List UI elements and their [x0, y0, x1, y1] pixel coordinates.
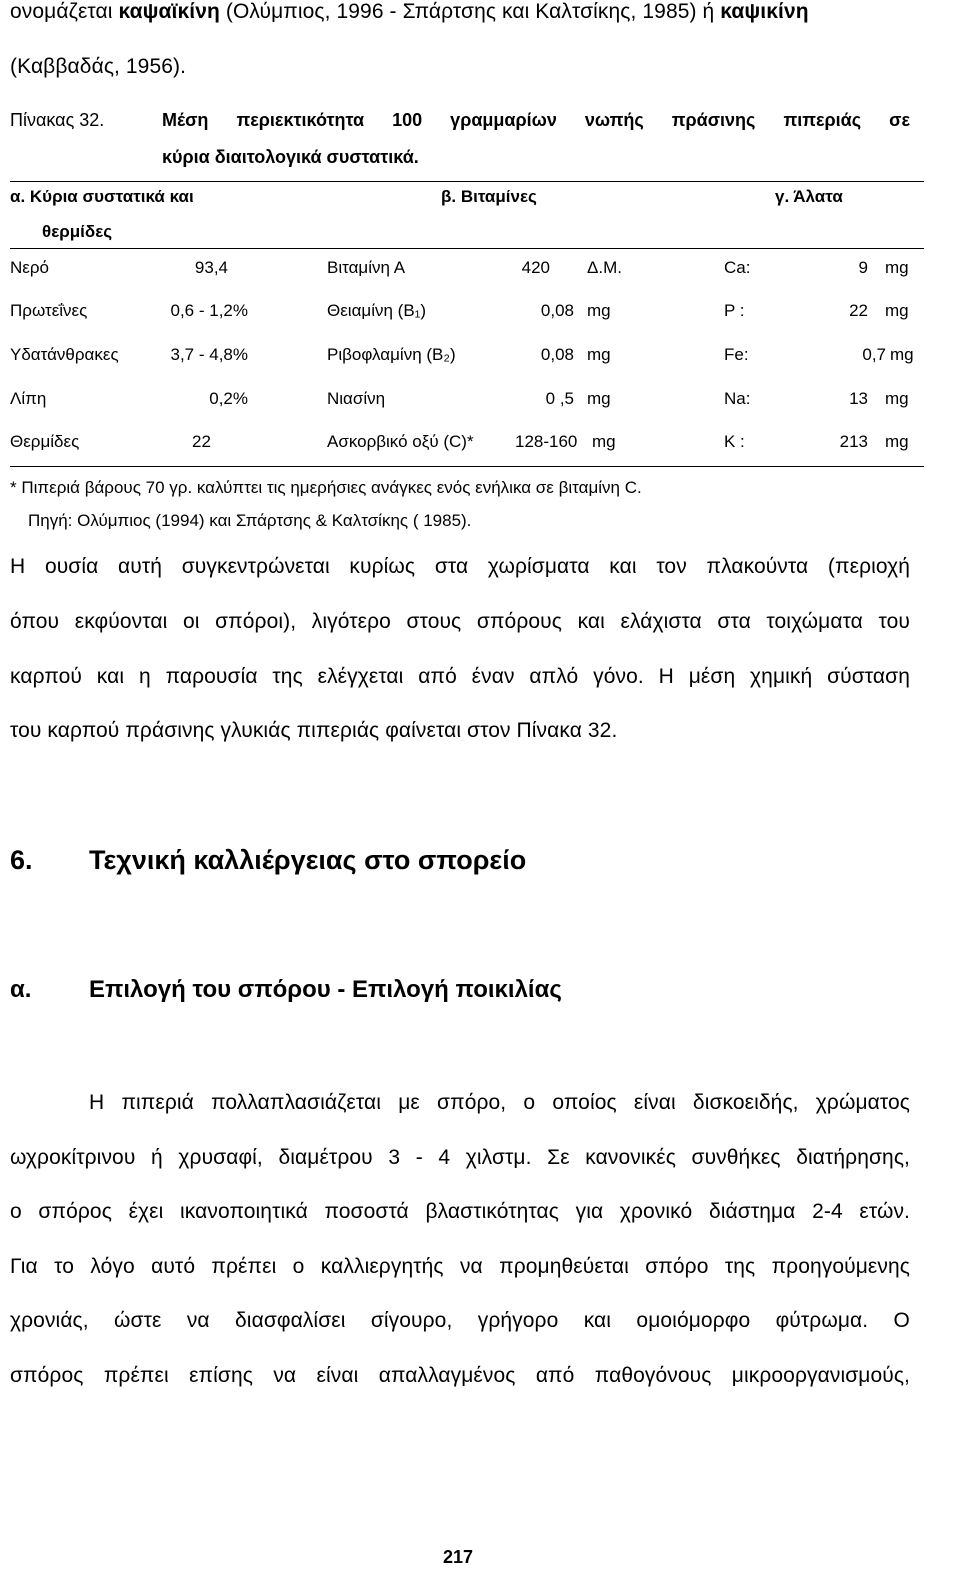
row-c-unit: mg: [885, 432, 909, 451]
row-a-value: 0,6 - 1,2%: [170, 301, 248, 320]
col-b-header: β. Βιταμίνες: [441, 187, 537, 206]
row-c-value: 213: [839, 432, 868, 451]
row-b-name: Ριβοφλαμίνη (Β₂): [327, 345, 456, 364]
row-c-name: Fe:: [724, 345, 749, 364]
paragraph-line: ωχροκίτρινου ή χρυσαφί, διαμέτρου 3 - 4 χιλστμ. Σε κανονικές συνθήκες διατήρησης,: [10, 1146, 910, 1169]
table-bottom-rule: [10, 466, 924, 467]
table-label: Πίνακας 32.: [10, 110, 105, 130]
row-c-value: 0,7: [862, 345, 886, 364]
row-c-name: K :: [724, 432, 745, 451]
row-c-unit: mg: [890, 345, 914, 364]
row-b-name: Ασκορβικό οξύ (C)*: [327, 432, 474, 451]
row-a-name: Υδατάνθρακες: [10, 345, 119, 364]
table-header-rule: [10, 248, 924, 249]
row-b-value: 420: [521, 258, 550, 277]
intro-line-1: [10, 0, 809, 24]
term-capsicin: καψικίνη: [720, 0, 809, 23]
paragraph-line: σπόρος πρέπει επίσης να είναι απαλλαγμένος από παθογόνους μικροοργανισμούς,: [10, 1364, 910, 1387]
row-b-unit: Δ.Μ.: [587, 258, 622, 277]
paragraph-line: Η ουσία αυτή συγκεντρώνεται κυρίως στα χωρίσματα και τον πλακούντα (περιοχή: [10, 555, 910, 578]
row-a-value: 93,4: [194, 258, 228, 277]
intro-text: (Ολύμπιος, 1996 - Σπάρτσης και Καλτσίκης, 1985) ή: [219, 0, 721, 23]
paragraph-line: χρονιάς, ώστε να διασφαλίσει σίγουρο, γρήγορο και ομοιόμορφο φύτρωμα. Ο: [10, 1309, 910, 1332]
row-a-value: 22: [192, 432, 211, 451]
table-top-rule: [10, 181, 924, 182]
row-c-value: 22: [849, 301, 868, 320]
paragraph-line: του καρπού πράσινης γλυκιάς πιπεριάς φαίνεται στον Πίνακα 32.: [10, 719, 618, 742]
intro-text: ονομάζεται: [10, 0, 119, 23]
row-c-unit: mg: [885, 258, 909, 277]
paragraph-line: Η πιπεριά πολλαπλασιάζεται με σπόρο, ο οποίος είναι δισκοειδής, χρώματος: [89, 1091, 910, 1114]
row-b-value: 0 ,5: [545, 389, 574, 408]
page-number: 217: [443, 1547, 474, 1567]
table-caption-line-2: κύρια διαιτολογικά συστατικά.: [162, 147, 419, 167]
row-a-name: Λίπη: [10, 389, 47, 408]
col-a-header-line-2: θερμίδες: [42, 222, 113, 241]
row-c-value: 13: [849, 389, 868, 408]
table-caption-line-1: Μέση περιεκτικότητα 100 γραμμαρίων νωπής πράσινης πιπεριάς σε: [162, 110, 910, 130]
subsection-number: α.: [10, 976, 32, 1003]
row-b-unit: mg: [587, 301, 611, 320]
row-c-name: Na:: [724, 389, 751, 408]
row-b-name: Βιταμίνη Α: [327, 258, 406, 277]
row-c-value: 9: [858, 258, 868, 277]
row-b-unit: mg: [587, 389, 611, 408]
section-title: Τεχνική καλλιέργειας στο σπορείο: [89, 845, 527, 875]
row-a-name: Νερό: [10, 258, 49, 277]
paragraph-line: όπου εκφύονται οι σπόροι), λιγότερο στους σπόρους και ελάχιστα στα τοιχώματα του: [10, 610, 910, 633]
row-a-value: 3,7 - 4,8%: [170, 345, 248, 364]
row-b-value: 0,08: [540, 345, 574, 364]
row-c-name: P :: [724, 301, 745, 320]
row-a-name: Πρωτεΐνες: [10, 301, 88, 320]
row-b-name: Νιασίνη: [327, 389, 386, 408]
row-a-name: Θερμίδες: [10, 432, 80, 451]
term-capsaicin: καψαϊκίνη: [118, 0, 220, 23]
row-b-value: 128-160: [515, 432, 578, 451]
row-b-unit: mg: [587, 345, 611, 364]
section-number: 6.: [10, 845, 33, 875]
table-footnote: * Πιπεριά βάρους 70 γρ. καλύπτει τις ημερήσιες ανάγκες ενός ενήλικα σε βιταμίνη C.: [10, 478, 642, 497]
table-source: Πηγή: Ολύμπιος (1994) και Σπάρτσης & Καλτσίκης ( 1985).: [28, 511, 472, 530]
row-c-name: Ca:: [724, 258, 751, 277]
row-a-value: 0,2%: [209, 389, 248, 408]
paragraph-line: καρπού και η παρουσία της ελέγχεται από έναν απλό γόνο. Η μέση χημική σύσταση: [10, 665, 910, 688]
col-a-header-line-1: α. Κύρια συστατικά και: [10, 187, 194, 206]
subsection-title: Επιλογή του σπόρου - Επιλογή ποικιλίας: [89, 976, 562, 1003]
row-b-value: 0,08: [540, 301, 574, 320]
paragraph-line: ο σπόρος έχει ικανοποιητικά ποσοστά βλαστικότητας για χρονικό διάστημα 2-4 ετών.: [10, 1200, 910, 1223]
row-b-name: Θειαμίνη (Β₁): [327, 301, 427, 320]
row-c-unit: mg: [885, 389, 909, 408]
row-b-unit: mg: [592, 432, 616, 451]
paragraph-line: Για το λόγο αυτό πρέπει ο καλλιεργητής να προμηθεύεται σπόρο της προηγούμενης: [10, 1255, 910, 1278]
row-c-unit: mg: [885, 301, 909, 320]
intro-line-2: (Καββαδάς, 1956).: [10, 55, 187, 78]
col-c-header: γ. Άλατα: [775, 187, 843, 206]
